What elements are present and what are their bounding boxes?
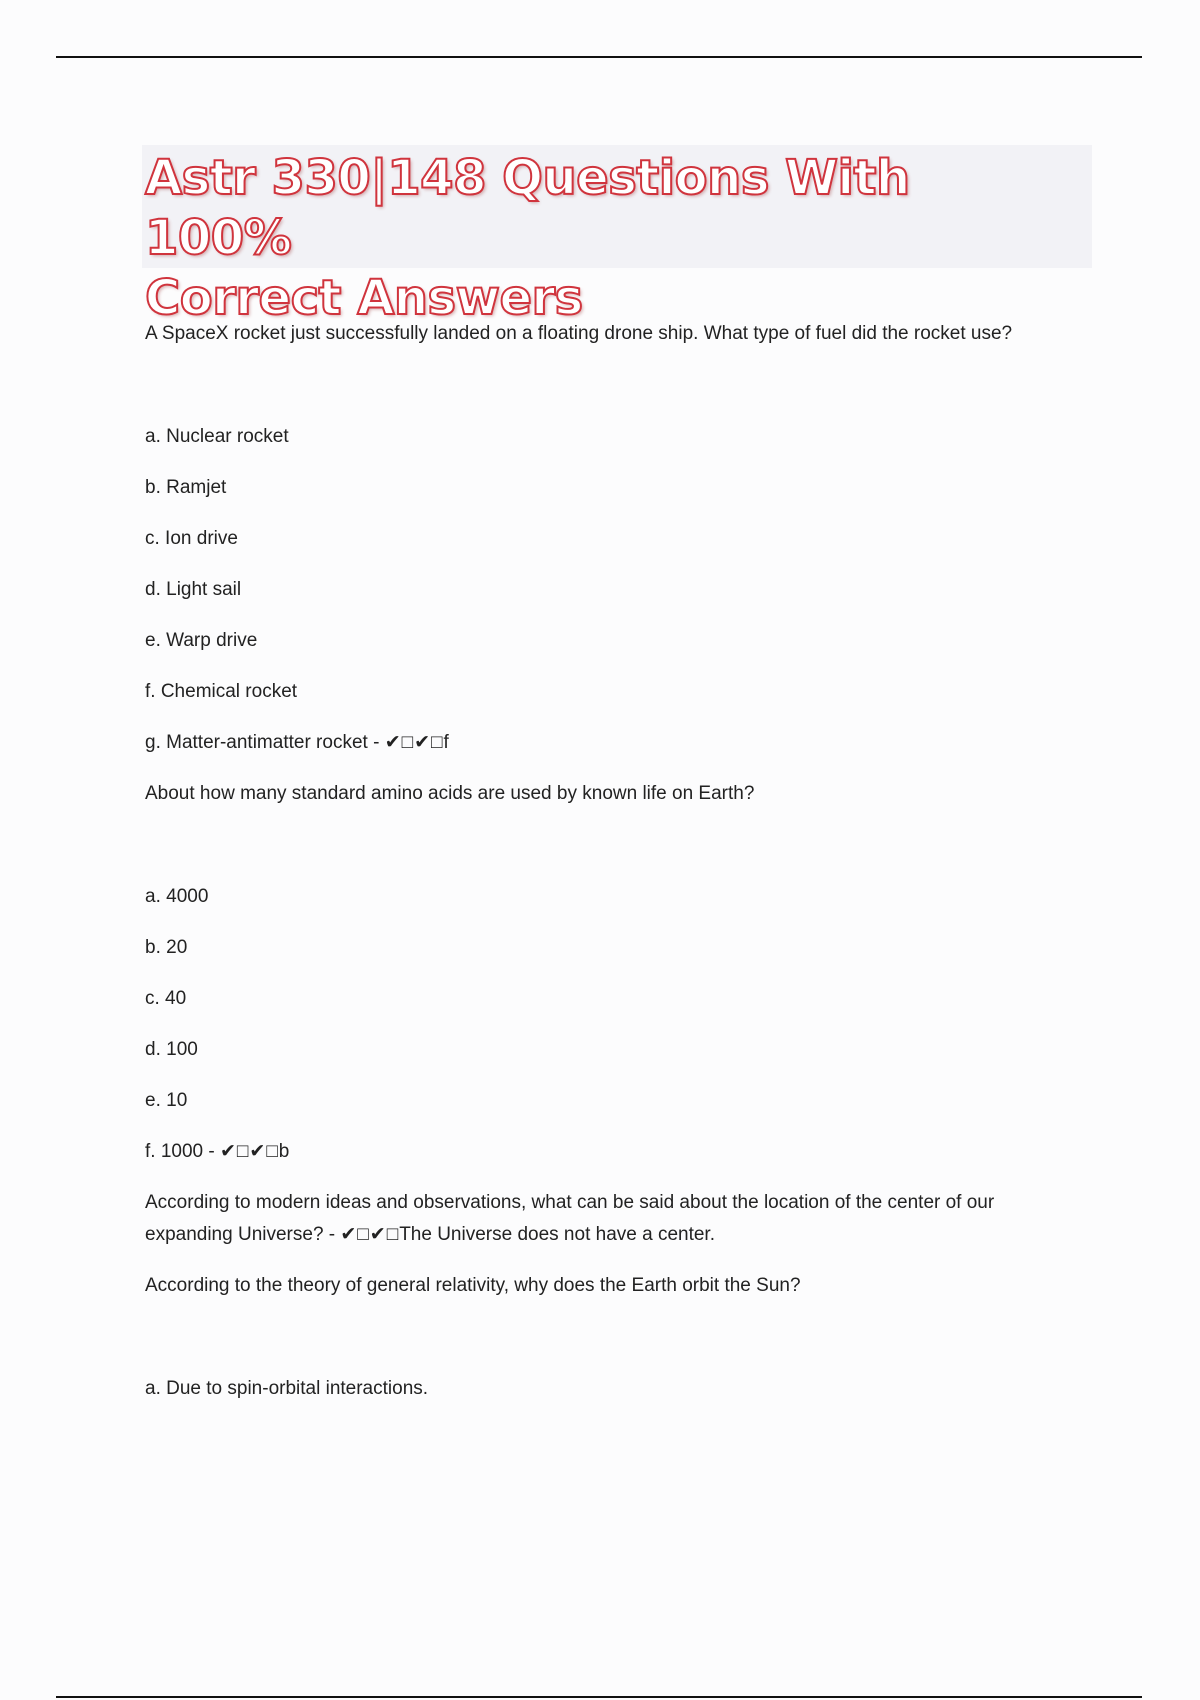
q1-option-c: c. Ion drive (145, 528, 238, 549)
question-2: About how many standard amino acids are used by known life on Earth? (145, 783, 755, 804)
q1-option-b: b. Ramjet (145, 477, 227, 498)
question-4: According to the theory of general relativity, why does the Earth orbit the Sun? (145, 1275, 801, 1296)
question-1: A SpaceX rocket just successfully landed on a floating drone ship. What type of fuel did the rocket use? (145, 323, 1013, 344)
q1-option-e: e. Warp drive (145, 630, 258, 651)
q2-option-f (145, 1136, 1085, 1168)
question-3 (145, 1187, 1085, 1251)
document-body (145, 318, 1085, 1405)
q2-option-e: e. 10 (145, 1090, 188, 1111)
q2-option-d: d. 100 (145, 1039, 198, 1060)
check-marks-icon: ✔□✔□ (384, 732, 444, 753)
document-title (145, 148, 1045, 328)
q1-option-g (145, 727, 1085, 759)
q1-option-f: f. Chemical rocket (145, 681, 298, 702)
footer-rule (56, 1696, 1142, 1698)
title-line-2: Correct Answers (145, 270, 583, 326)
q4-option-a: a. Due to spin-orbital interactions. (145, 1378, 429, 1399)
q1-answer: f (443, 732, 449, 753)
check-marks-icon: ✔□✔□ (220, 1141, 279, 1162)
q3-answer: The Universe does not have a center. (399, 1224, 715, 1245)
q1-option-a: a. Nuclear rocket (145, 426, 289, 447)
check-marks-icon: ✔□✔□ (340, 1224, 400, 1245)
q1-option-d: d. Light sail (145, 579, 242, 600)
question-3-text: According to modern ideas and observations, what can be said about the location of the center of our expanding Universe? - (145, 1192, 1000, 1245)
q2-option-a: a. 4000 (145, 886, 209, 907)
q2-option-c: c. 40 (145, 988, 187, 1009)
title-line-1: Astr 330|148 Questions With 100% (145, 150, 910, 266)
q1-option-g-text: g. Matter-antimatter rocket - (145, 732, 385, 753)
header-rule (56, 56, 1142, 58)
q2-option-b: b. 20 (145, 937, 188, 958)
q2-answer: b (278, 1141, 290, 1162)
q2-option-f-text: f. 1000 - (145, 1141, 220, 1162)
